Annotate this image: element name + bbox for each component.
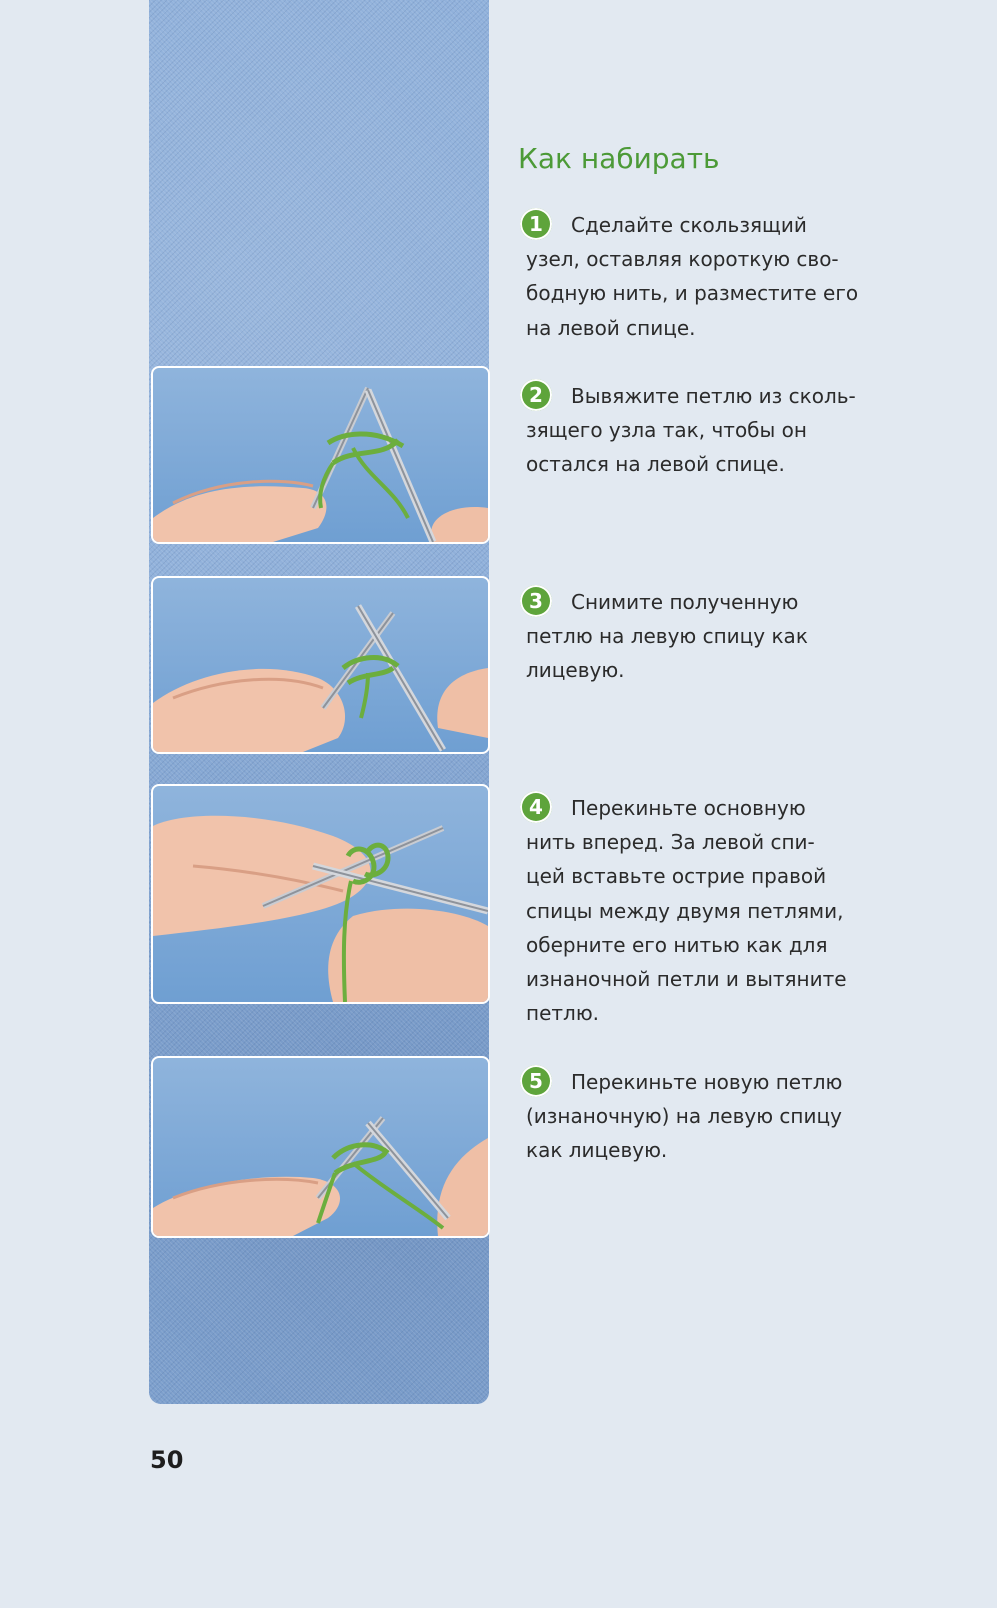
step-line: узел, оставляя короткую сво- [526,247,839,272]
step-number-badge: 4 [520,791,552,823]
step-number-badge: 5 [520,1065,552,1097]
step-number-badge: 2 [520,379,552,411]
step-line: изнаночной петли и вытяните [526,967,847,992]
step-line: цей вставьте острие правой [526,864,827,889]
step-text-3 [526,585,871,688]
step-photo-3 [151,784,490,1004]
page-number: 50 [150,1446,184,1474]
step-line: Перекиньте основную [571,796,806,820]
step-line: Снимите полученную [571,590,799,614]
step-line: Вывяжите петлю из сколь- [571,384,856,408]
step-number-badge: 3 [520,585,552,617]
step-number-badge: 1 [520,208,552,240]
step-line: на левой спице. [526,315,696,340]
step-line: бодную нить, и разместите его [526,281,859,306]
step-line: спицы между двумя петлями, [526,898,844,923]
step-line: нить вперед. За левой спи- [526,830,815,855]
step-photo-2 [151,576,490,754]
step-line: лицевую. [526,658,625,683]
step-line: Перекиньте новую петлю [571,1070,843,1094]
section-heading: Как набирать [518,142,720,175]
step-line: Сделайте скользящий [571,213,807,237]
step-line: зящего узла так, чтобы он [526,418,807,443]
step-photo-1 [151,366,490,544]
step-line: остался на левой спице. [526,452,785,477]
step-line: оберните его нитью как для [526,932,828,957]
step-line: (изнаночную) на левую спицу [526,1104,842,1129]
step-line: петлю. [526,1001,600,1026]
step-text-2 [526,379,871,482]
step-photo-4 [151,1056,490,1238]
step-text-5 [526,1065,871,1168]
step-line: как лицевую. [526,1138,668,1163]
step-text-1 [526,208,871,345]
step-line: петлю на левую спицу как [526,624,808,649]
step-text-4 [526,791,871,1030]
